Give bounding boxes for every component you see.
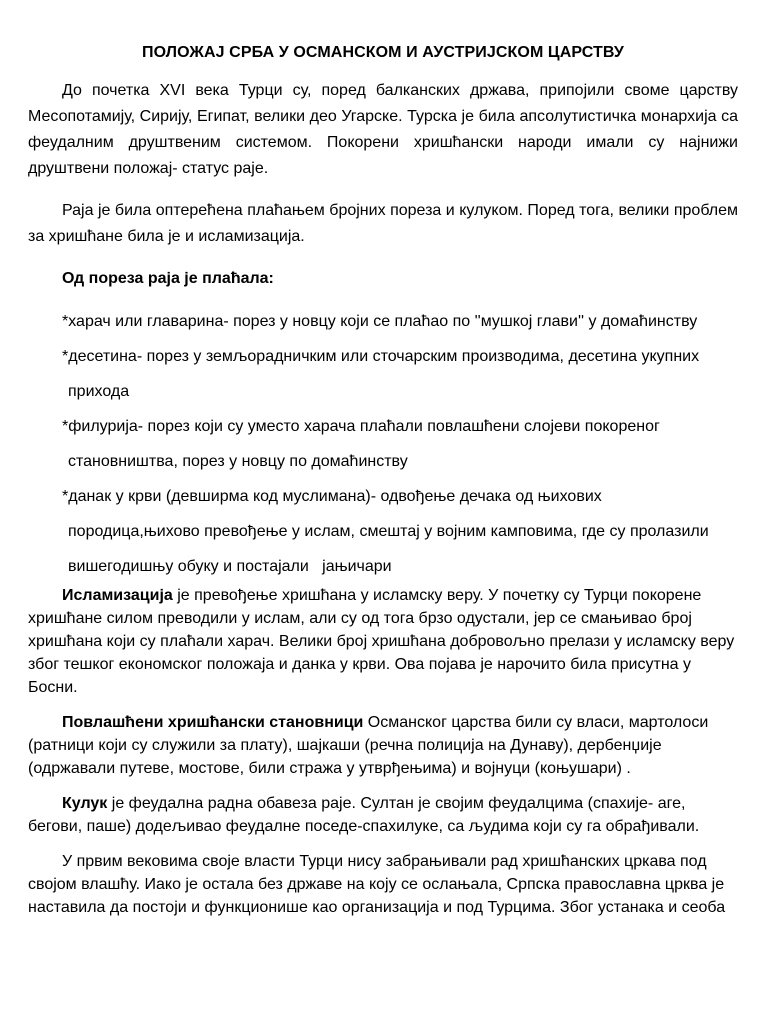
islamization-text: је превођење хришћана у исламску веру. У почетку су Турци покорене хришћане силом преводили у ислам, али су од тога брзо одустали, јер се смањивао број хришћана који су плаћали харач. Велики број хришћана добровољно прелази у исламску веру због тешког економског положаја и данка у крви. Ова појава је нарочито била присутна у Босни. [28,587,735,696]
list-item-continuation: прихода [68,383,130,400]
privileged-term: Повлашћени хришћански становници [62,714,364,731]
islamization-paragraph [28,584,738,699]
taxes-list [28,304,738,584]
privileged-paragraph [28,711,738,780]
intro-paragraph: До почетка XVI века Турци су, поред балканских држава, припојили своме царству Месопотамију, Сирију, Египат, велики део Угарске. Турска је била апсолутистичка монархија са феудалним друштвеним системом. Покорени хришћански народи имали су најнижи друштвени положај- статус раје. [28,82,738,177]
list-item-continuation: вишегодишњу обуку и постајали јањичари [68,558,392,575]
privileged-text: Османског царства били су власи, мартолоси (ратници који су служили за плату), шајкаши (речна полиција на Дунаву), дербенџије (одржавали путеве, мостове, били стража у утврђењима) и војнуци (коњушари) . [28,714,709,777]
list-item-continuation: породица,њихово превођење у ислам, смештај у војним камповима, где су пролазили [68,523,709,540]
islamization-term: Исламизација [62,587,173,604]
taxes-heading: Од пореза раја је плаћала: [62,270,274,287]
raja-paragraph: Раја је била оптерећена плаћањем бројних пореза и кулуком. Поред тога, велики проблем за хришћане била је и исламизација. [28,202,738,245]
kuluk-paragraph [28,792,738,838]
list-item: *филурија- порез који су уместо харача плаћали повлашћени слојеви покореног [62,418,660,435]
list-item-continuation: становништва, порез у новцу по домаћинству [68,453,408,470]
list-item: *данак у крви (девширма код муслимана)- одвођење дечака од њихових [62,488,602,505]
list-item: *десетина- порез у земљорадничким или сточарским производима, десетина укупних [62,348,700,365]
kuluk-text: је феудална радна обавеза раје. Султан је својим феудалцима (спахије- аге, бегови, паше) додељивао феудалне поседе-спахилуке, са људима који су га обрађивали. [28,795,700,835]
kuluk-term: Кулук [62,795,108,812]
church-paragraph: У првим вековима своје власти Турци нису забрањивали рад хришћанских цркава под својом влашћу. Иако је остала без државе на коју се ослањала, Српска православна црква је наставила да постоји и функционише као организација и под Турцима. Због устанака и сеоба [28,853,726,916]
list-item: *харач или главарина- порез у новцу који се плаћао по ''мушкој глави'' у домаћинству [62,313,698,330]
document-title: ПОЛОЖАЈ СРБА У ОСМАНСКОМ И АУСТРИЈСКОМ ЦАРСТВУ [142,44,624,61]
